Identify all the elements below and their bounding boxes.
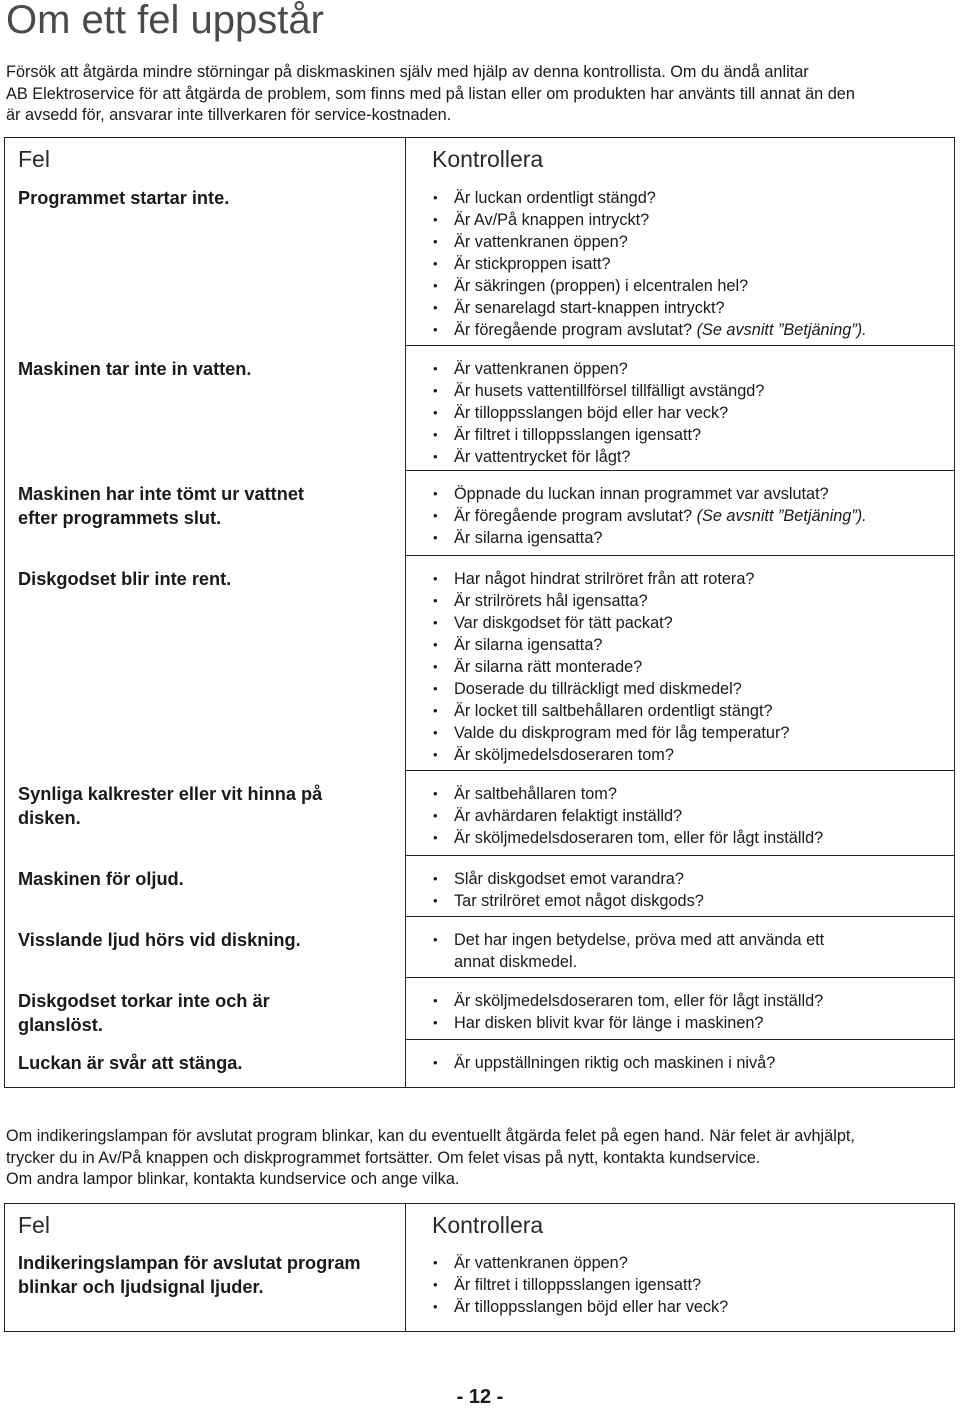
check-item [432, 380, 764, 402]
fault-label: Diskgodset blir inte rent. [18, 569, 232, 589]
check-item [432, 744, 789, 766]
check-item [432, 253, 867, 275]
indicator-paragraph [6, 1126, 956, 1191]
indicator-line: trycker du in Av/På knappen och diskprogrammet fortsätter. Om felet visas på nytt, kontakta kundservice. [6, 1148, 761, 1167]
check-item [432, 1252, 728, 1274]
check-text: Är Av/På knappen intryckt? [454, 211, 650, 229]
check-text: Är sköljmedelsdoseraren tom? [454, 746, 674, 764]
check-text: Var diskgodset för tätt packat? [454, 614, 673, 632]
bullet-icon: • [433, 1277, 438, 1292]
bullet-icon: • [433, 486, 438, 501]
check-text: Är tilloppsslangen böjd eller har veck? [454, 404, 729, 422]
column-header-fel: Fel [18, 1212, 50, 1238]
intro-line: är avsedd för, ansvarar inte tillverkaren för service-kostnaden. [6, 106, 452, 124]
fault-label: Synliga kalkrester eller vit hinna på disken. [18, 784, 323, 828]
check-item [432, 612, 789, 634]
check-item [432, 634, 789, 656]
troubleshooting-table [4, 137, 955, 1088]
check-text: Är vattenkranen öppen? [454, 1254, 628, 1272]
fault-label: Programmet startar inte. [18, 188, 230, 208]
check-item [432, 783, 823, 805]
bullet-icon: • [433, 212, 438, 227]
check-list [432, 187, 867, 341]
check-item [432, 805, 823, 827]
check-item [432, 929, 824, 973]
check-list [432, 868, 704, 912]
check-item [432, 319, 867, 341]
check-list [432, 929, 824, 973]
bullet-icon: • [433, 893, 438, 908]
bullet-icon: • [433, 300, 438, 315]
column-header-fel: Fel [18, 146, 50, 172]
row-divider [405, 555, 954, 556]
check-text: Är filtret i tilloppsslangen igensatt? [454, 426, 702, 444]
check-text: Är filtret i tilloppsslangen igensatt? [454, 1276, 702, 1294]
check-text: Doserade du tillräckligt med diskmedel? [454, 680, 742, 698]
column-header-kontrollera: Kontrollera [432, 146, 544, 172]
check-text: Är vattenkranen öppen? [454, 360, 628, 378]
check-item [432, 700, 789, 722]
check-text: Är silarna igensatta? [454, 529, 603, 547]
check-list [432, 483, 867, 549]
check-item [432, 231, 867, 253]
page-title: Om ett fel uppstår [6, 0, 324, 42]
fault-label: Maskinen för oljud. [18, 869, 184, 889]
check-text: Är silarna igensatta? [454, 636, 603, 654]
row-divider [405, 855, 954, 856]
bullet-icon: • [433, 405, 438, 420]
check-list [432, 990, 823, 1034]
check-item [432, 505, 867, 527]
bullet-icon: • [433, 932, 438, 947]
check-item [432, 656, 789, 678]
bullet-icon: • [433, 278, 438, 293]
indicator-line: Om andra lampor blinkar, kontakta kundservice och ange vilka. [6, 1170, 460, 1188]
check-text: Det har ingen betydelse, pröva med att använda ett [454, 931, 825, 949]
check-note: (Se avsnitt ”Betjäning”). [696, 507, 867, 525]
intro-line: AB Elektroservice för att åtgärda de problem, som finns med på listan eller om produkten har använts till annat än den [6, 84, 855, 103]
check-item [432, 187, 867, 209]
bullet-icon: • [433, 786, 438, 801]
row-divider [405, 916, 954, 917]
check-item [432, 446, 764, 468]
bullet-icon: • [433, 593, 438, 608]
fault-label: Luckan är svår att stänga. [18, 1053, 243, 1073]
bullet-icon: • [433, 449, 438, 464]
check-text: Är husets vattentillförsel tillfälligt avstängd? [454, 382, 765, 400]
bullet-icon: • [433, 747, 438, 762]
bullet-icon: • [433, 190, 438, 205]
check-item [432, 890, 704, 912]
check-text: Slår diskgodset emot varandra? [454, 870, 684, 888]
bullet-icon: • [433, 681, 438, 696]
check-item [432, 209, 867, 231]
bullet-icon: • [433, 256, 438, 271]
bullet-icon: • [433, 1255, 438, 1270]
check-item [432, 275, 867, 297]
bullet-icon: • [433, 1015, 438, 1030]
bullet-icon: • [433, 234, 438, 249]
check-item [432, 568, 789, 590]
bullet-icon: • [433, 530, 438, 545]
check-item [432, 424, 764, 446]
bullet-icon: • [433, 703, 438, 718]
bullet-icon: • [433, 659, 438, 674]
bullet-icon: • [433, 508, 438, 523]
bullet-icon: • [433, 383, 438, 398]
intro-paragraph [6, 62, 954, 127]
check-text: Är sköljmedelsdoseraren tom, eller för lågt inställd? [454, 829, 824, 847]
check-item [432, 1296, 728, 1318]
check-text: Är strilrörets hål igensatta? [454, 592, 648, 610]
check-text: Är luckan ordentligt stängd? [454, 189, 656, 207]
check-text: Öppnade du luckan innan programmet var avslutat? [454, 485, 829, 503]
check-item [432, 297, 867, 319]
check-text: Är säkringen (proppen) i elcentralen hel? [454, 277, 749, 295]
bullet-icon: • [433, 1055, 438, 1070]
bullet-icon: • [433, 427, 438, 442]
check-item [432, 527, 867, 549]
bullet-icon: • [433, 571, 438, 586]
check-list [432, 1052, 775, 1074]
column-divider [405, 1204, 406, 1331]
intro-line: Försök att åtgärda mindre störningar på diskmaskinen själv med hjälp av denna kontrollista. Om du ändå anlitar [6, 63, 809, 81]
fault-label: Indikeringslampan för avslutat program blinkar och ljudsignal ljuder. [18, 1253, 361, 1297]
check-text: Är vattenkranen öppen? [454, 233, 628, 251]
column-divider [405, 138, 406, 1087]
column-header-kontrollera: Kontrollera [432, 1212, 544, 1238]
check-item [432, 1274, 728, 1296]
fault-label: Maskinen tar inte in vatten. [18, 359, 252, 379]
check-text-continued: annat diskmedel. [454, 953, 578, 971]
check-item [432, 590, 789, 612]
check-item [432, 1052, 775, 1074]
row-divider [405, 1039, 954, 1040]
fault-label: Diskgodset torkar inte och är glanslöst. [18, 991, 270, 1035]
check-list [432, 358, 764, 468]
row-divider [405, 470, 954, 471]
indicator-line: Om indikeringslampan för avslutat program blinkar, kan du eventuellt åtgärda felet på egen hand. När felet är avhjälpt, [6, 1127, 855, 1145]
check-item [432, 1012, 823, 1034]
indicator-table [4, 1203, 955, 1332]
bullet-icon: • [433, 993, 438, 1008]
fault-label: Maskinen har inte tömt ur vattnet efter programmets slut. [18, 484, 304, 528]
bullet-icon: • [433, 871, 438, 886]
check-item [432, 483, 867, 505]
check-text: Är stickproppen isatt? [454, 255, 611, 273]
check-list [432, 1252, 728, 1318]
check-text: Valde du diskprogram med för låg temperatur? [454, 724, 790, 742]
check-text: Är sköljmedelsdoseraren tom, eller för lågt inställd? [454, 992, 824, 1010]
bullet-icon: • [433, 808, 438, 823]
check-text: Är tilloppsslangen böjd eller har veck? [454, 1298, 729, 1316]
fault-label: Visslande ljud hörs vid diskning. [18, 930, 301, 950]
check-item [432, 990, 823, 1012]
check-item [432, 402, 764, 424]
check-list [432, 783, 823, 849]
bullet-icon: • [433, 637, 438, 652]
check-text: Är silarna rätt monterade? [454, 658, 643, 676]
check-item [432, 358, 764, 380]
bullet-icon: • [433, 1299, 438, 1314]
check-item [432, 678, 789, 700]
check-text: Är vattentrycket för lågt? [454, 448, 631, 466]
check-list [432, 568, 789, 766]
row-divider [405, 977, 954, 978]
check-item [432, 722, 789, 744]
check-text: Är locket till saltbehållaren ordentligt stängt? [454, 702, 773, 720]
check-text: Tar strilröret emot något diskgods? [454, 892, 704, 910]
row-divider [405, 345, 954, 346]
bullet-icon: • [433, 322, 438, 337]
check-item [432, 868, 704, 890]
check-text: Är uppställningen riktig och maskinen i nivå? [454, 1054, 776, 1072]
bullet-icon: • [433, 615, 438, 630]
check-text: Är avhärdaren felaktigt inställd? [454, 807, 683, 825]
check-text: Är föregående program avslutat? [454, 321, 693, 339]
bullet-icon: • [433, 725, 438, 740]
check-text: Har något hindrat strilröret från att rotera? [454, 570, 755, 588]
bullet-icon: • [433, 830, 438, 845]
check-text: Har disken blivit kvar för länge i maskinen? [454, 1014, 764, 1032]
page-number: - 12 - [456, 1386, 504, 1408]
check-note: (Se avsnitt ”Betjäning”). [696, 321, 867, 339]
check-text: Är saltbehållaren tom? [454, 785, 617, 803]
bullet-icon: • [433, 361, 438, 376]
check-text: Är senarelagd start-knappen intryckt? [454, 299, 725, 317]
check-item [432, 827, 823, 849]
check-text: Är föregående program avslutat? [454, 507, 693, 525]
row-divider [405, 770, 954, 771]
